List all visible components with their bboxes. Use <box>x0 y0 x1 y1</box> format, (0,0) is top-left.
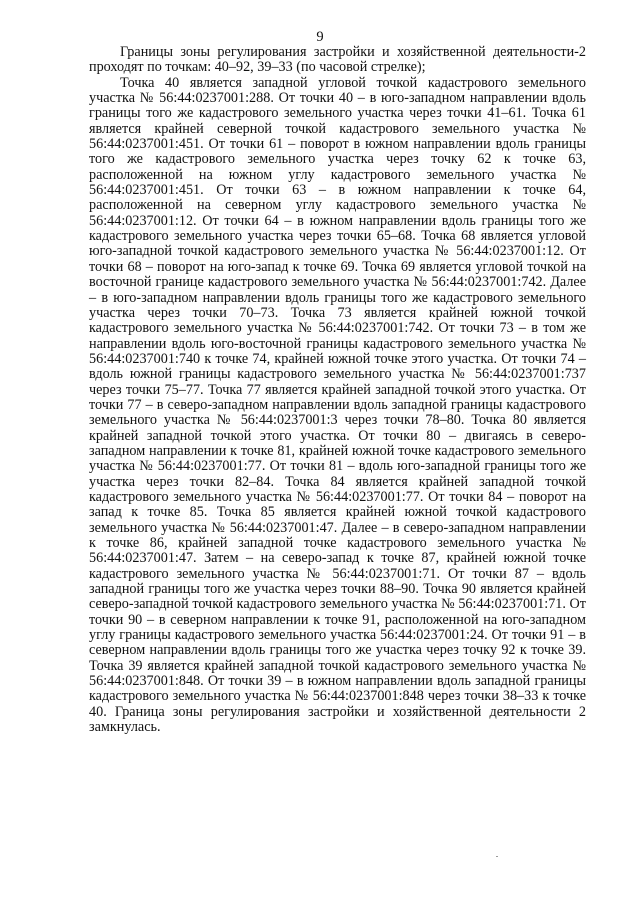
paragraph-boundary-description: Точка 40 является западной угловой точкой кадастрового земельного участка № 56:44:0237001:288. От точки 40 – в юго-западном направлении вдоль границы того же кадастрового земельного участка через точки 41–61. Точка 61 является крайней северной точкой кадастрового земельного участка № 56:44:0237001:451. От точки 61 – поворот в южном направлении вдоль границы того же кадастрового земельного участка через точку 62 к точке 63, расположенной на южном углу кадастрового земельного участка № 56:44:0237001:451. От точки 63 – в южном направлении к точке 64, расположенной на северном углу кадастрового земельного участка № 56:44:0237001:12. От точки 64 – в южном направлении вдоль границы того же кадастрового земельного участка через точки 65–68. Точка 68 является угловой юго-западной точкой кадастрового земельного участка № 56:44:0237001:12. От точки 68 – поворот на юго-запад к точке 69. Точка 69 является угловой точкой на восточной границе кадастрового земельного участка № 56:44:0237001:742. Далее – в юго-западном направлении вдоль границы того же кадастрового земельного участка через точки 70–73. Точка 73 является крайней южной точкой кадастрового земельного участка № 56:44:0237001:742. От точки 73 – в том же направлении вдоль юго-восточной границы кадастрового земельного участка № 56:44:0237001:740 к точке 74, крайней южной точке этого участка. От точки 74 – вдоль южной границы кадастрового земельного участка № 56:44:0237001:737 через точки 75–77. Точка 77 является крайней западной точкой этого участка. От точки 77 – в северо-западном направлении вдоль западной границы кадастрового земельного участка № 56:44:0237001:3 через точки 78–80. Точка 80 является крайней западной точкой этого участка. От точки 80 – двигаясь в северо-западном направлении к точке 81, крайней южной точке кадастрового земельного участка № 56:44:0237001:77. От точки 81 – вдоль юго-западной границы того же участка через точки 82–84. Точка 84 является крайней западной точкой кадастрового земельного участка № 56:44:0237001:77. От точки 84 – поворот на запад к точке 85. Точка 85 является крайней южной точкой кадастрового земельного участка № 56:44:0237001:47. Далее – в северо-западном направлении к точке 86, крайней западной точке кадастрового земельного участка № 56:44:0237001:47. Затем – на северо-запад к точке 87, крайней южной точке кадастрового земельного участка № 56:44:0237001:71. От точки 87 – вдоль западной границы того же участка через точки 88–90. Точка 90 является крайней северо-западной точкой кадастрового земельного участка № 56:44:0237001:71. От точки 90 – в северном направлении к точке 91, расположенной на юго-западном углу границы кадастрового земельного участка 56:44:0237001:24. От точки 91 – в северном направлении вдоль границы того же участка через точку 92 к точке 39. Точка 39 является крайней западной точкой кадастрового земельного участка № 56:44:0237001:848. От точки 39 – в южном направлении вдоль западной границы кадастрового земельного участка № 56:44:0237001:848 через точки 38–33 к точке 40. Граница зоны регулирования застройки и хозяйственной деятельности 2 замкнулась. <box>89 74 586 736</box>
page-number: 9 <box>316 29 324 45</box>
scan-speck <box>496 856 498 857</box>
paragraph-zone-boundary-intro: Границы зоны регулирования застройки и хозяйственной деятельности-2 проходят по точкам: 40–92, 39–33 (по часовой стрелке); <box>89 44 586 76</box>
document-body <box>89 45 586 735</box>
